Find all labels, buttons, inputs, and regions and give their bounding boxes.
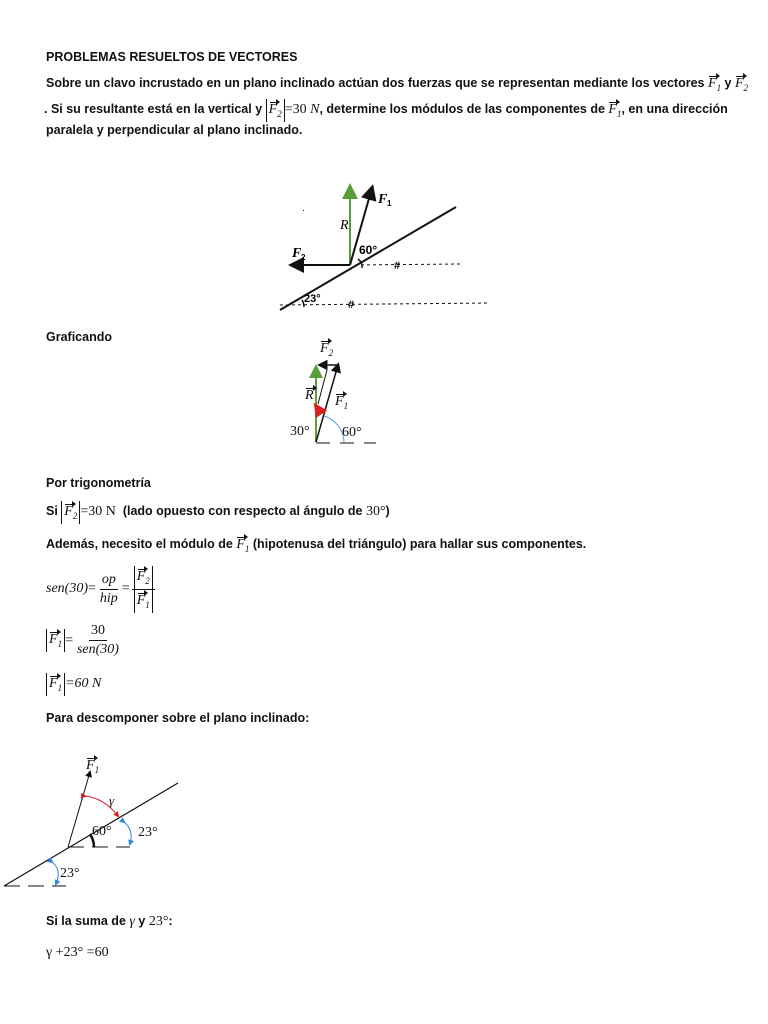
equation-sen30 bbox=[46, 566, 157, 613]
fig3-label-f1: $F_1$ bbox=[86, 758, 100, 775]
trig-si: Si bbox=[46, 504, 58, 518]
eq-30: =30 bbox=[284, 102, 307, 117]
label-angle-23: 23° bbox=[304, 293, 321, 305]
label-f1: F bbox=[378, 192, 388, 207]
intro-line-2 bbox=[44, 99, 728, 122]
intro-line-3: paralela y perpendicular al plano inclinado. bbox=[46, 123, 303, 137]
trig-note-angle: 30° bbox=[365, 504, 386, 519]
eq3-result: =60 N bbox=[65, 676, 102, 691]
ademas-line bbox=[46, 537, 586, 554]
label-f2: F bbox=[292, 246, 302, 261]
fig3-angle-60: 60° bbox=[92, 824, 112, 839]
eq2-magnitude-f1: $F_1$ bbox=[46, 629, 65, 652]
equation-f1-result bbox=[46, 673, 101, 696]
sum-heading: Si la suma de bbox=[46, 914, 126, 928]
trig-note-close: ) bbox=[385, 504, 390, 518]
label-hash-1: # bbox=[394, 260, 401, 272]
intro-text-2: . Si su resultante está en la vertical y bbox=[44, 102, 263, 116]
label-f1-sub: 1 bbox=[387, 199, 392, 208]
graficando-heading: Graficando bbox=[46, 330, 112, 344]
fig2-angle-30: 30° bbox=[290, 424, 310, 439]
sum-equation: γ +23° =60 bbox=[46, 945, 109, 960]
fig2-label-f2: $F_2$ bbox=[320, 341, 334, 358]
sum-colon: : bbox=[168, 914, 173, 928]
trig-magnitude-f2: $F_2$ bbox=[61, 501, 80, 524]
label-hash-2: # bbox=[348, 299, 355, 311]
ademas-f1: $F_1$ bbox=[236, 537, 250, 554]
ademas-text-2: (hipotenusa del triángulo) para hallar sus componentes. bbox=[252, 537, 587, 551]
vector-f1: $F_1$ bbox=[708, 76, 722, 93]
label-f2-sub: 2 bbox=[301, 253, 306, 262]
trig-note: (lado opuesto con respecto al ángulo de bbox=[122, 504, 363, 518]
frac-op-hip: $\frac{op}{\text{hip}}$ bbox=[99, 571, 118, 606]
intro-text-3: , determine los módulos de las componentes de bbox=[319, 102, 605, 116]
angle-arc-23-lower bbox=[52, 862, 58, 884]
frac-30-sen30: $\frac{30}{\text{sen(30)}}$ bbox=[76, 623, 119, 657]
intro-line-1 bbox=[46, 76, 748, 93]
inclined-plane-figure bbox=[270, 175, 500, 320]
fig3-gamma: γ bbox=[109, 793, 115, 808]
angle-arc-60-2 bbox=[324, 416, 344, 442]
equation-f1-fraction bbox=[46, 622, 123, 659]
sum-angle: 23° bbox=[148, 914, 169, 929]
horizontal-dashed-line bbox=[355, 264, 460, 265]
label-dot: . bbox=[302, 203, 305, 214]
intro-y: y bbox=[724, 76, 732, 90]
trig-eq-30n: =30 N bbox=[80, 504, 116, 519]
fig2-label-r: R bbox=[305, 388, 314, 403]
fig3-angle-23-upper: 23° bbox=[138, 825, 158, 840]
eq-equals-2: = bbox=[121, 581, 130, 597]
trig-si-line bbox=[46, 501, 390, 524]
sum-y: y bbox=[138, 914, 146, 928]
intro-text-4: , en una dirección bbox=[621, 102, 728, 116]
label-r: R bbox=[340, 218, 349, 233]
ademas-text-1: Además, necesito el módulo de bbox=[46, 537, 233, 551]
fig3-angle-23-lower: 23° bbox=[60, 866, 80, 881]
eq3-magnitude-f1: $F_1$ bbox=[46, 673, 65, 696]
sum-gamma: γ bbox=[129, 914, 135, 929]
vector-f1-b: $F_1$ bbox=[608, 102, 622, 119]
magnitude-f2: $F_2$ bbox=[266, 99, 285, 122]
sum-line bbox=[46, 914, 173, 930]
trig-heading: Por trigonometría bbox=[46, 476, 151, 490]
unit-n: N bbox=[310, 102, 320, 117]
fig2-label-f1: $F_1$ bbox=[335, 394, 349, 411]
page-title: PROBLEMAS RESUELTOS DE VECTORES bbox=[46, 50, 298, 64]
fig2-angle-60: 60° bbox=[342, 425, 362, 440]
eq2-equals: = bbox=[65, 632, 73, 648]
decomposition-figure bbox=[0, 750, 200, 895]
angle-arc-23-upper bbox=[124, 822, 131, 844]
eq-equals-1: = bbox=[88, 581, 96, 597]
f1-parallel-line bbox=[318, 370, 327, 404]
frac-f2-f1: $\frac{F_2}{F_1}$ bbox=[132, 566, 155, 613]
eq-sen30: sen(30) bbox=[46, 581, 88, 597]
f1-vector-3 bbox=[68, 772, 90, 847]
decomp-heading: Para descomponer sobre el plano inclinado: bbox=[46, 711, 310, 725]
label-angle-60: 60° bbox=[359, 243, 378, 257]
vector-f2: $F_2$ bbox=[734, 76, 749, 93]
intro-text-1: Sobre un clavo incrustado en un plano inclinado actúan dos fuerzas que se representan mediante los vectores bbox=[46, 76, 705, 90]
